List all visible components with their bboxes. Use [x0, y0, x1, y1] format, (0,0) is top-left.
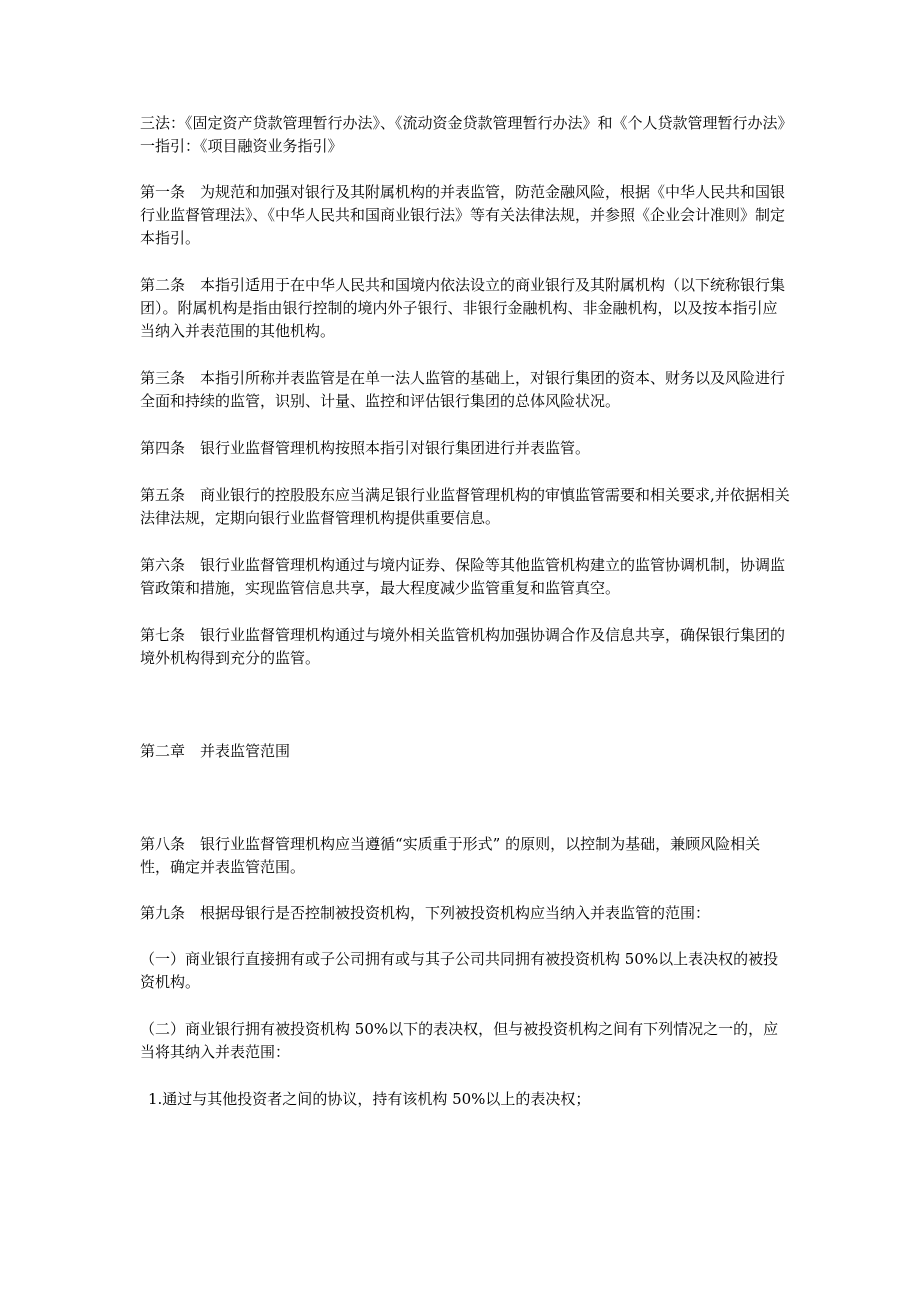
- article-8: 第八条 银行业监督管理机构应当遵循“实质重于形式” 的原则，以控制为基础，兼顾风险相关性，确定并表监管范围。: [140, 835, 761, 876]
- chapter-2-title: 第二章 并表监管范围: [140, 742, 291, 760]
- clause-1: （一）商业银行直接拥有或子公司拥有或与其子公司共同拥有被投资机构 50%以上表决权的被投资机构。: [140, 950, 779, 991]
- article-9: 第九条 根据母银行是否控制被投资机构，下列被投资机构应当纳入并表监管的范围：: [140, 904, 711, 922]
- article-4: 第四条 银行业监督管理机构按照本指引对银行集团进行并表监管。: [140, 439, 591, 457]
- clause-2: （二）商业银行拥有被投资机构 50%以下的表决权，但与被投资机构之间有下列情况之一的，应当将其纳入并表范围：: [140, 1020, 779, 1061]
- article-7: 第七条 银行业监督管理机构通过与境外相关监管机构加强协调合作及信息共享，确保银行集团的境外机构得到充分的监管。: [140, 626, 786, 667]
- item-1: 1.通过与其他投资者之间的协议，持有该机构 50%以上的表决权；: [148, 1090, 591, 1108]
- article-3: 第三条 本指引所称并表监管是在单一法人监管的基础上，对银行集团的资本、财务以及风险进行全面和持续的监管，识别、计量、监控和评估银行集团的总体风险状况。: [140, 369, 786, 410]
- article-2: 第二条 本指引适用于在中华人民共和国境内依法设立的商业银行及其附属机构（以下统称银行集团）。附属机构是指由银行控制的境内外子银行、非银行金融机构、非金融机构，以及按本指引应当纳入并表范围的其他机构。: [140, 276, 786, 340]
- intro-sanfa: 三法：《固定资产贷款管理暂行办法》、《流动资金贷款管理暂行办法》和《个人贷款管理暂行办法》: [140, 114, 793, 132]
- article-6: 第六条 银行业监督管理机构通过与境内证券、保险等其他监管机构建立的监管协调机制，协调监管政策和措施，实现监管信息共享，最大程度减少监管重复和监管真空。: [140, 556, 786, 597]
- document-body: [140, 112, 793, 1111]
- article-5: 第五条 商业银行的控股股东应当满足银行业监督管理机构的审慎监管需要和相关要求,并依据相关法律法规，定期向银行业监督管理机构提供重要信息。: [140, 486, 790, 527]
- intro-yizhiyin: 一指引：《项目融资业务指引》: [140, 137, 343, 155]
- article-1: 第一条 为规范和加强对银行及其附属机构的并表监管，防范金融风险，根据《中华人民共和国银行业监督管理法》、《中华人民共和国商业银行法》等有关法律法规，并参照《企业会计准则》制定本指引。: [140, 183, 786, 247]
